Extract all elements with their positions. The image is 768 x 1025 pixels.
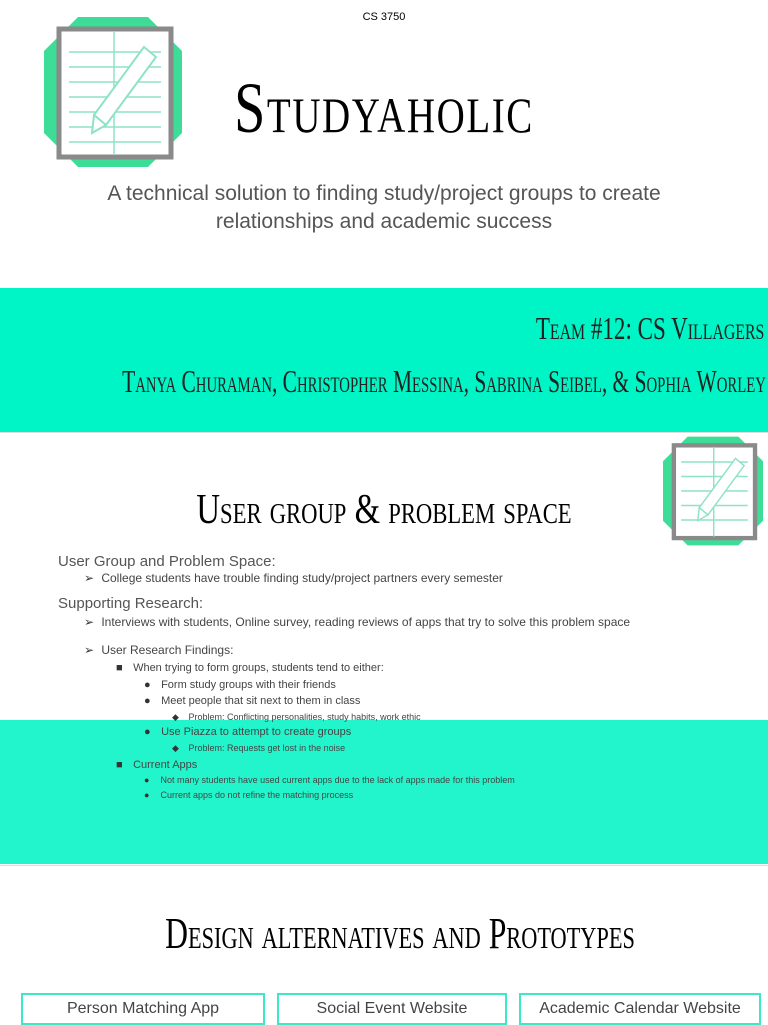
list-item-text: Problem: Conflicting personalities, study habits, work ethic — [188, 712, 421, 722]
arrow-bullet-icon: ➢ — [84, 615, 95, 629]
list-item — [144, 775, 515, 785]
subtitle — [30, 180, 738, 236]
course-code: CS 3750 — [362, 11, 406, 23]
team-name: Team #12: CS Villagers — [535, 310, 764, 346]
team-members: Tanya Churaman, Christopher Messina, Sabrina Seibel, & Sophia Worley — [122, 363, 766, 399]
list-item — [116, 662, 384, 674]
design-option-social-event: Social Event Website — [277, 993, 507, 1025]
design-option-person-matching: Person Matching App — [21, 993, 265, 1025]
list-item — [144, 790, 353, 800]
dot-bullet-icon: ● — [144, 775, 150, 785]
list-item — [172, 712, 421, 723]
list-item — [144, 679, 336, 691]
notebook-pencil-icon — [44, 17, 182, 167]
list-item — [116, 759, 197, 771]
design-slide-heading: Design alternatives and Prototypes — [165, 909, 635, 958]
list-item-text: User Research Findings: — [101, 643, 234, 657]
arrow-bullet-icon: ➢ — [84, 571, 95, 585]
problem-slide-accent-band — [0, 720, 768, 864]
problem-slide-heading: User group & problem space — [196, 487, 572, 533]
list-item-text: College students have trouble finding study/project partners every semester — [101, 571, 503, 585]
diamond-bullet-icon: ◆ — [172, 743, 179, 753]
list-item — [172, 743, 345, 754]
section-heading: User Group and Problem Space: — [58, 553, 276, 570]
diamond-bullet-icon: ◆ — [172, 712, 179, 722]
dot-bullet-icon: ● — [144, 790, 150, 800]
list-item — [144, 695, 360, 707]
list-item — [84, 571, 503, 585]
notebook-pencil-icon — [663, 436, 763, 546]
subtitle-line-2: relationships and academic success — [215, 210, 553, 233]
list-item-text: Form study groups with their friends — [161, 679, 336, 691]
page-title: Studyaholic — [234, 68, 534, 148]
list-item-text: Current apps do not refine the matching process — [160, 790, 354, 800]
square-bullet-icon: ■ — [116, 662, 123, 674]
dot-bullet-icon: ● — [144, 695, 151, 707]
list-item-text: Problem: Requests get lost in the noise — [188, 743, 346, 753]
list-item-text: Use Piazza to attempt to create groups — [161, 726, 352, 738]
design-option-academic-calendar: Academic Calendar Website — [519, 993, 761, 1025]
dot-bullet-icon: ● — [144, 679, 151, 691]
arrow-bullet-icon: ➢ — [84, 643, 95, 657]
section-heading: Supporting Research: — [58, 595, 204, 612]
list-item — [84, 615, 630, 629]
list-item-text: Not many students have used current apps due to the lack of apps made for this problem — [160, 775, 515, 785]
list-item — [144, 726, 351, 738]
square-bullet-icon: ■ — [116, 759, 123, 771]
list-item-text: When trying to form groups, students tend to either: — [133, 662, 384, 674]
list-item — [84, 643, 233, 657]
list-item-text: Interviews with students, Online survey, reading reviews of apps that try to solve this problem space — [101, 615, 631, 629]
list-item-text: Meet people that sit next to them in class — [161, 695, 361, 707]
dot-bullet-icon: ● — [144, 726, 151, 738]
list-item-text: Current Apps — [133, 759, 198, 771]
subtitle-line-1: A technical solution to finding study/project groups to create — [107, 182, 661, 205]
